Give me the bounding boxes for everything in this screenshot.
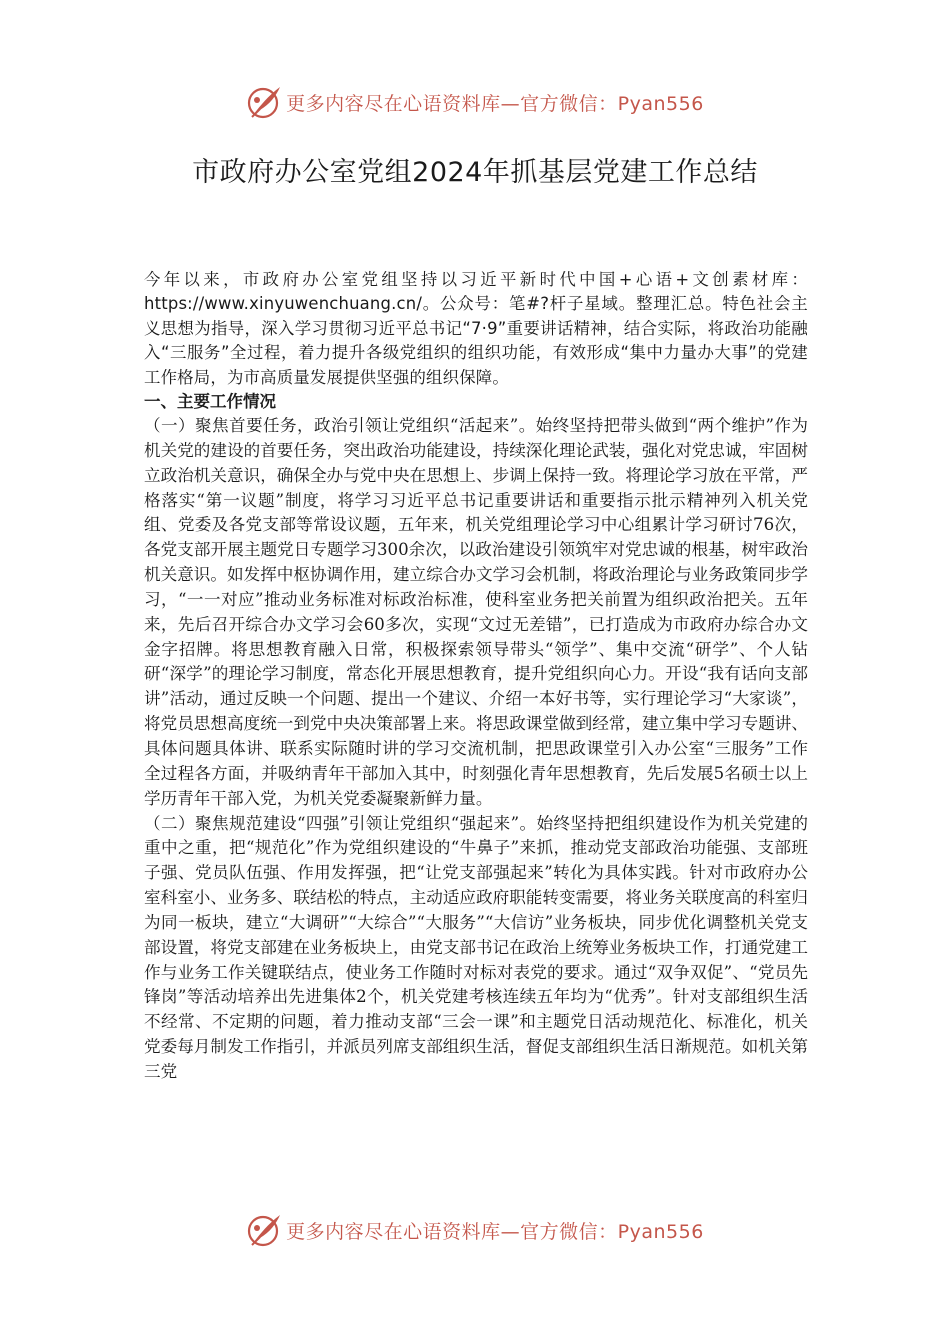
document-title: 市政府办公室党组2024年抓基层党建工作总结 (192, 157, 758, 188)
body-paragraph-2: （二）聚焦规范建设“四强”引领让党组织“强起来”。始终坚持把组织建设作为机关党建的重中之重，把“规范化”作为党组织建设的“牛鼻子”来抓，推动党支部政治功能强、支部班子强、党员队伍强、作用发挥强，把“让党支部强起来”转化为具体实践。针对市政府办公室科室小、业务多、联结松的特点，主动适应政府职能转变需要，将业务关联度高的科室归为同一板块，建立“大调研”“大综合”“大服务”“大信访”业务板块，同步优化调整机关党支部设置，将党支部建在业务板块上，由党支部书记在政治上统筹业务板块工作，打通党建工作与业务工作关键联结点，使业务工作随时对标对表党的要求。通过“双争双促”、“党员先锋岗”等活动培养出先进集体2个，机关党建考核连续五年均为“优秀”。针对支部组织生活不经常、不定期的问题，着力推动支部“三会一课”和主题党日活动规范化、标准化，机关党委每月制发工作指引，并派员列席支部组织生活，督促支部组织生活日渐规范。如机关第三党 (144, 813, 808, 1081)
watermark-footer (0, 1210, 950, 1250)
document-body (144, 268, 808, 1085)
intro-paragraph: 今年以来，市政府办公室党组坚持以习近平新时代中国+心语+文创素材库：https://www.xinyuwenchuang.cn/。公众号：笔#?杆子星域。整理汇总。特色社会主义思想为指导，深入学习贯彻习近平总书记“7·9”重要讲话精神，结合实际，将政治功能融入“三服务”全过程，着力提升各级党组织的组织功能，有效形成“集中力量办大事”的党建工作格局，为市高质量发展提供坚强的组织保障。 (144, 270, 808, 387)
watermark-text: 更多内容尽在心语资料库—官方微信：Pyan556 (286, 92, 704, 115)
section-heading: 一、主要工作情况 (144, 392, 276, 412)
feather-pen-logo-icon (246, 1212, 284, 1248)
watermark-header (0, 82, 950, 122)
feather-pen-logo-icon (246, 84, 284, 120)
body-paragraph-1: （一）聚焦首要任务，政治引领让党组织“活起来”。始终坚持把带头做到“两个维护”作为机关党的建设的首要任务，突出政治功能建设，持续深化理论武装，强化对党忠诚，牢固树立政治机关意识，确保全办与党中央在思想上、步调上保持一致。将理论学习放在平常，严格落实“第一议题”制度，将学习习近平总书记重要讲话和重要指示批示精神列入机关党组、党委及各党支部等常设议题，五年来，机关党组理论学习中心组累计学习研讨76次，各党支部开展主题党日专题学习300余次，以政治建设引领筑牢对党忠诚的根基，树牢政治机关意识。如发挥中枢协调作用，建立综合办文学习会机制，将政治理论与业务政策同步学习，“一一对应”推动业务标准对标政治标准，使科室业务把关前置为组织政治把关。五年来，先后召开综合办文学习会60多次，实现“文过无差错”，已打造成为市政府办综合办文金字招牌。将思想教育融入日常，积极探索领导带头“领学”、集中交流“研学”、个人钻研“深学”的理论学习制度，常态化开展思想教育，提升党组织向心力。开设“我有话向支部讲”活动，通过反映一个问题、提出一个建议、介绍一本好书等，实行理论学习“大家谈”，将党员思想高度统一到党中央决策部署上来。将思政课堂做到经常，建立集中学习专题讲、具体问题具体讲、联系实际随时讲的学习交流机制，把思政课堂引入办公室“三服务”工作全过程各方面，并吸纳青年干部加入其中，时刻强化青年思想教育，先后发展5名硕士以上学历青年干部入党，为机关党委凝聚新鲜力量。 (144, 416, 808, 808)
watermark-text: 更多内容尽在心语资料库—官方微信：Pyan556 (286, 1220, 704, 1243)
